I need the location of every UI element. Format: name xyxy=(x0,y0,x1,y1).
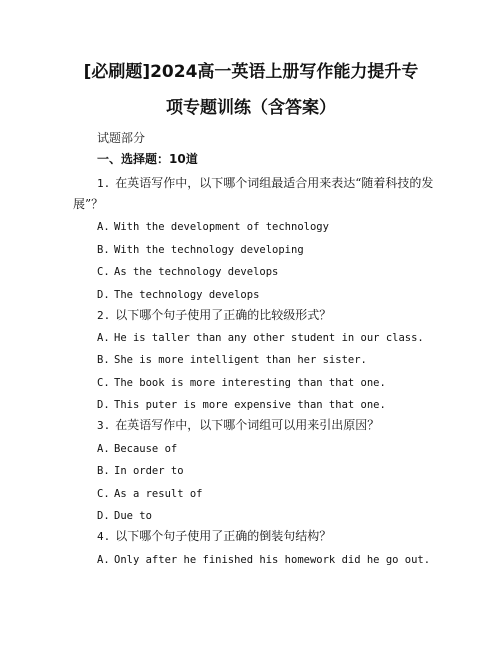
question-3 xyxy=(97,416,379,435)
section-label: 试题部分 xyxy=(97,131,146,145)
document-title-line-2: 项专题训练（含答案） xyxy=(166,98,336,118)
option-2b xyxy=(97,352,367,368)
option-2c xyxy=(97,375,386,391)
option-letter: D. xyxy=(97,399,110,411)
option-text: Because of xyxy=(114,443,178,455)
option-1c xyxy=(97,264,278,280)
option-letter: A. xyxy=(97,221,110,233)
question-text: 在英语写作中，以下哪个词组最适合用来表达“随着科技的发 xyxy=(115,176,434,190)
option-3b xyxy=(97,463,184,479)
question-number: 4. xyxy=(97,530,111,543)
option-1b xyxy=(97,242,304,258)
option-letter: A. xyxy=(97,554,110,566)
option-text: Only after he finished his homework did he go out. xyxy=(114,554,431,566)
option-3c xyxy=(97,486,203,502)
option-text: The technology develops xyxy=(114,289,260,301)
option-letter: B. xyxy=(97,465,110,477)
question-number: 1. xyxy=(97,177,111,190)
option-text: She is more intelligent than her sister. xyxy=(114,354,367,366)
option-text: With the technology developing xyxy=(114,244,304,256)
option-letter: C. xyxy=(97,377,110,389)
question-text: 在英语写作中，以下哪个词组可以用来引出原因？ xyxy=(115,418,380,432)
option-3a xyxy=(97,441,177,457)
option-3d xyxy=(97,508,152,524)
option-text: The book is more interesting than that one. xyxy=(114,377,386,389)
option-letter: A. xyxy=(97,332,110,344)
option-text: In order to xyxy=(114,465,184,477)
question-2 xyxy=(97,306,331,325)
question-text: 以下哪个句子使用了正确的倒装句结构？ xyxy=(115,529,332,543)
option-letter: C. xyxy=(97,488,110,500)
question-text: 以下哪个句子使用了正确的比较级形式？ xyxy=(115,308,332,322)
option-letter: C. xyxy=(97,266,110,278)
option-1d xyxy=(97,287,259,303)
question-1 xyxy=(97,174,433,193)
option-1a xyxy=(97,219,329,235)
question-1-continued: 展”？ xyxy=(73,197,104,211)
option-2d xyxy=(97,397,386,413)
option-text: As a result of xyxy=(114,488,203,500)
question-number: 2. xyxy=(97,309,111,322)
option-letter: A. xyxy=(97,443,110,455)
option-letter: B. xyxy=(97,244,110,256)
option-4a xyxy=(97,552,430,568)
option-text: He is taller than any other student in our class. xyxy=(114,332,424,344)
option-text: As the technology develops xyxy=(114,266,279,278)
document-title-line-1: [必刷题]2024高一英语上册写作能力提升专 xyxy=(83,62,419,82)
question-4 xyxy=(97,527,331,546)
question-number: 3. xyxy=(97,419,111,432)
option-2a xyxy=(97,330,424,346)
section-heading: 一、选择题：10道 xyxy=(97,152,198,166)
option-text: This puter is more expensive than that one. xyxy=(114,399,386,411)
option-text: With the development of technology xyxy=(114,221,329,233)
option-text: Due to xyxy=(114,510,152,522)
option-letter: D. xyxy=(97,510,110,522)
option-letter: D. xyxy=(97,289,110,301)
option-letter: B. xyxy=(97,354,110,366)
